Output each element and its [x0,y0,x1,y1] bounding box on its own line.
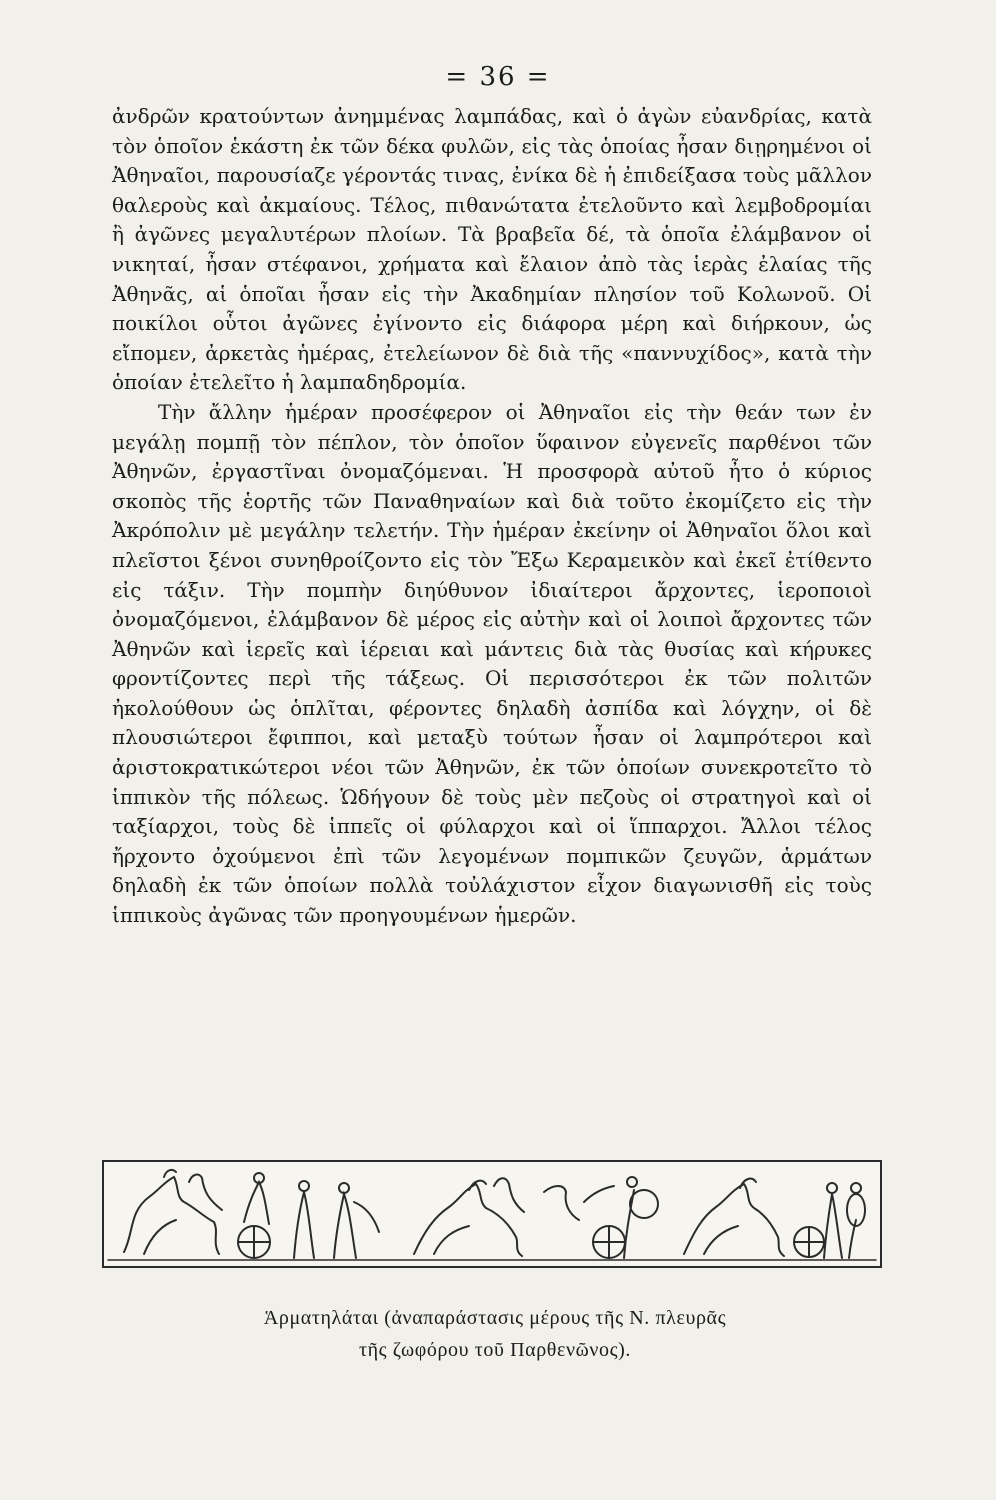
chariot-frieze-drawing [104,1162,880,1266]
frieze-illustration [102,1160,882,1268]
paragraph-2: Τὴν ἄλλην ἡμέραν προσέφερον οἱ Ἀθηναῖοι εἰς τὴν θεάν των ἐν μεγάλῃ πομπῇ τὸν πέπλον, τὸν ὁποῖον ὕφαινον εὐγενεῖς παρθένοι τῶν Ἀθηνῶν, ἐργαστῖναι ὀνομαζόμεναι. Ἡ προσφορὰ αὐτοῦ ἦτο ὁ κύριος σκοπὸς τῆς ἑορτῆς τῶν Παναθηναίων καὶ διὰ τοῦτο ἐκομίζετο εἰς τὴν Ἀκρόπολιν μὲ μεγάλην τελετήν. Τὴν ἡμέραν ἐκείνην οἱ Ἀθηναῖοι ὅλοι καὶ πλεῖστοι ξένοι συνηθροίζοντο εἰς τὸν Ἔξω Κεραμεικὸν καὶ ἐκεῖ ἐτίθεντο εἰς τάξιν. Τὴν πομπὴν διηύθυνον ἰδιαίτεροι ἄρχοντες, ἱεροποιοὶ ὀνομαζόμενοι, ἐλάμβανον δὲ μέρος εἰς αὐτὴν καὶ οἱ λοιποὶ ἄρχοντες τῶν Ἀθηνῶν καὶ ἱερεῖς καὶ ἱέρειαι καὶ μάντεις διὰ τὰς θυσίας καὶ κήρυκες φροντίζοντες περὶ τῆς τάξεως. Οἱ περισσότεροι ἐκ τῶν πολιτῶν ἠκολούθουν ὡς ὁπλῖται, φέροντες δηλαδὴ ἀσπίδα καὶ λόγχην, οἱ δὲ πλουσιώτεροι ἔφιπποι, καὶ μεταξὺ τούτων ἦσαν οἱ λαμπρότεροι καὶ ἀριστοκρατικώτεροι νέοι τῶν Ἀθηνῶν, ἐκ τῶν ὁποίων συνεκροτεῖτο τὸ ἱππικὸν τῆς πόλεως. Ὡδήγουν δὲ τοὺς μὲν πεζοὺς οἱ στρατηγοὶ καὶ οἱ ταξίαρχοι, τοὺς δὲ ἱππεῖς οἱ φύλαρχοι καὶ οἱ ἵππαρχοι. Ἄλλοι τέλος ἤρχοντο ὀχούμενοι ἐπὶ τῶν λεγομένων πομπικῶν ζευγῶν, ἁρμάτων δηλαδὴ ἐκ τῶν ὁποίων πολλὰ τοὐλάχιστον εἶχον διαγωνισθῆ εἰς τοὺς ἱππικοὺς ἀγῶνας τῶν προηγουμένων ἡμερῶν. [112,399,872,928]
caption-line-1: Ἁρματηλάται (ἀναπαράστασις μέρους τῆς Ν. πλευρᾶς [263,1307,727,1329]
paragraph-1: ἀνδρῶν κρατούντων ἀνημμένας λαμπάδας, καὶ ὁ ἀγὼν εὐανδρίας, κατὰ τὸν ὁποῖον ἑκάστη ἐκ τῶν δέκα φυλῶν, εἰς τὰς ὁποίας ἦσαν διῃρημένοι οἱ Ἀθηναῖοι, παρουσίαζε γέροντάς τινας, ἐνίκα δὲ ἡ ἐπιδείξασα τοὺς μᾶλλον θαλεροὺς καὶ ἀκμαίους. Τέλος, πιθανώτατα ἐτελοῦντο καὶ λεμβοδρομίαι ἢ ἀγῶνες μεγαλυτέρων πλοίων. Τὰ βραβεῖα δέ, τὰ ὁποῖα ἐλάμβανον οἱ νικηταί, ἦσαν στέφανοι, χρήματα καὶ ἔλαιον ἀπὸ τὰς ἱερὰς ἐλαίας τῆς Ἀθηνᾶς, αἱ ὁποῖαι ἦσαν εἰς τὴν Ἀκαδημίαν πλησίον τοῦ Κολωνοῦ. Οἱ ποικίλοι οὗτοι ἀγῶνες ἐγίνοντο εἰς διάφορα μέρη καὶ διήρκουν, ὡς εἴπομεν, ἀρκετὰς ἡμέρας, ἐτελείωνον δὲ διὰ τῆς «παννυχίδος», κατὰ τὴν ὁποίαν ἐτελεῖτο ἡ λαμπαδηδρομία. [112,104,872,395]
figure-caption [100,1302,890,1366]
caption-line-2: τῆς ζωφόρου τοῦ Παρθενῶνος). [358,1339,631,1361]
body-text [112,102,872,931]
page-number: = 36 = [445,62,551,92]
